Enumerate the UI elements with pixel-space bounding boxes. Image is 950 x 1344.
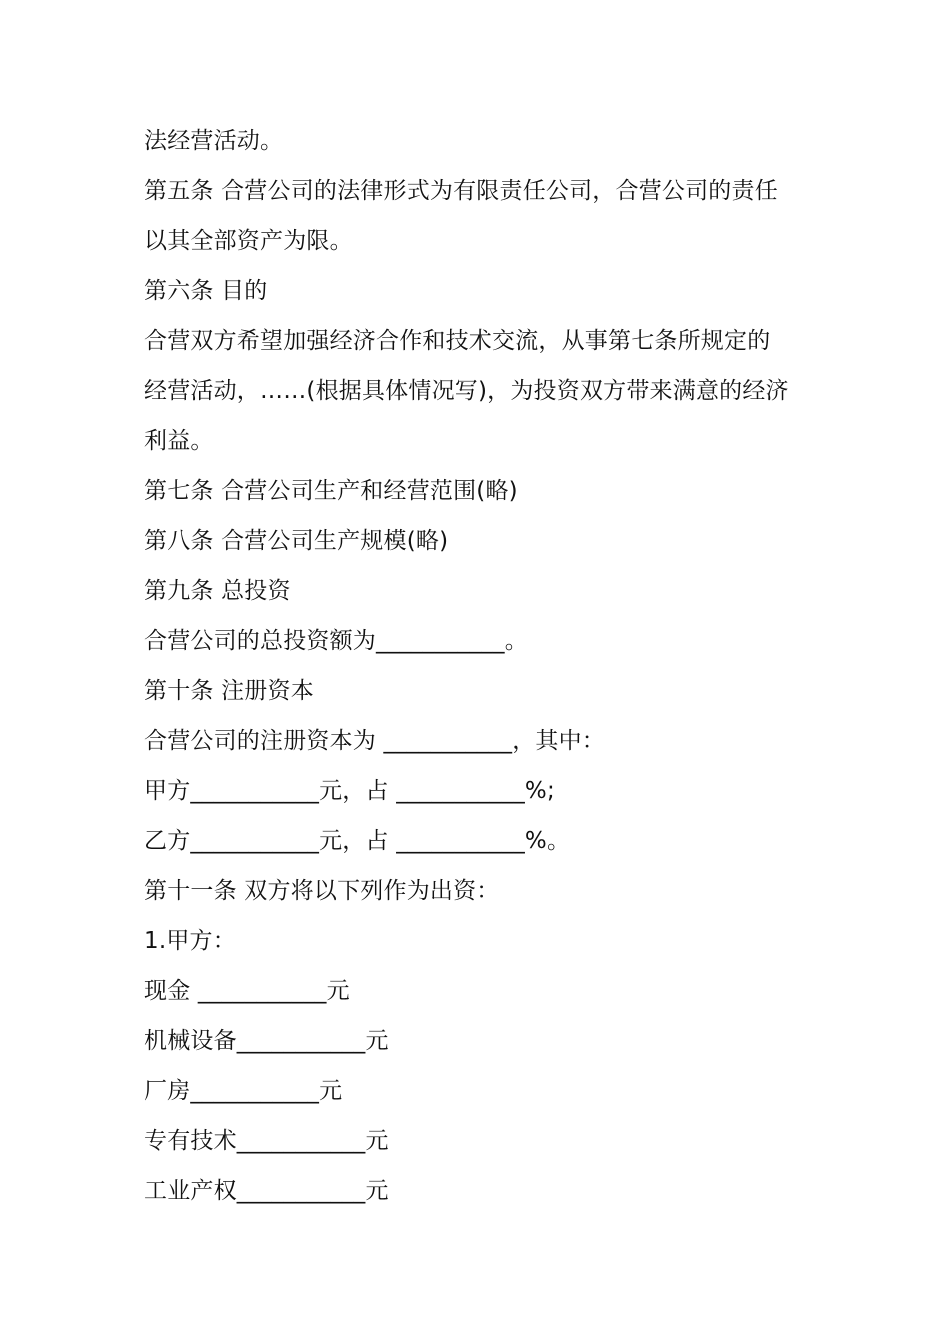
party-a-capital-line: 甲方___________元，占 ___________%; (144, 778, 555, 804)
article-10-heading: 第十条 注册资本 (144, 678, 314, 704)
party-b-capital-line: 乙方___________元，占 ___________%。 (144, 828, 571, 854)
article-8: 第八条 合营公司生产规模(略) (144, 528, 449, 554)
text-line: 利益。 (144, 428, 214, 454)
know-how-line: 专有技术___________元 (144, 1128, 389, 1154)
article-7: 第七条 合营公司生产和经营范围(略) (144, 478, 518, 504)
registered-capital-line: 合营公司的注册资本为 ___________，其中： (144, 728, 606, 754)
article-5: 第五条 合营公司的法律形式为有限责任公司，合营公司的责任 (144, 178, 778, 204)
cash-line: 现金 ___________元 (144, 978, 350, 1004)
total-investment-line: 合营公司的总投资额为___________。 (144, 628, 528, 654)
party-a-heading: 1.甲方： (144, 928, 236, 954)
text-line: 以其全部资产为限。 (144, 228, 353, 254)
article-11-heading: 第十一条 双方将以下列作为出资： (144, 878, 500, 904)
text-line: 经营活动，……(根据具体情况写)，为投资双方带来满意的经济 (144, 378, 789, 404)
text-line: 法经营活动。 (144, 128, 284, 154)
article-6-heading: 第六条 目的 (144, 278, 268, 304)
machinery-line: 机械设备___________元 (144, 1028, 389, 1054)
text-line: 合营双方希望加强经济合作和技术交流，从事第七条所规定的 (144, 328, 771, 354)
document-page (144, 116, 814, 1216)
industrial-property-line: 工业产权___________元 (144, 1178, 389, 1204)
article-9-heading: 第九条 总投资 (144, 578, 291, 604)
plant-line: 厂房___________元 (144, 1078, 343, 1104)
